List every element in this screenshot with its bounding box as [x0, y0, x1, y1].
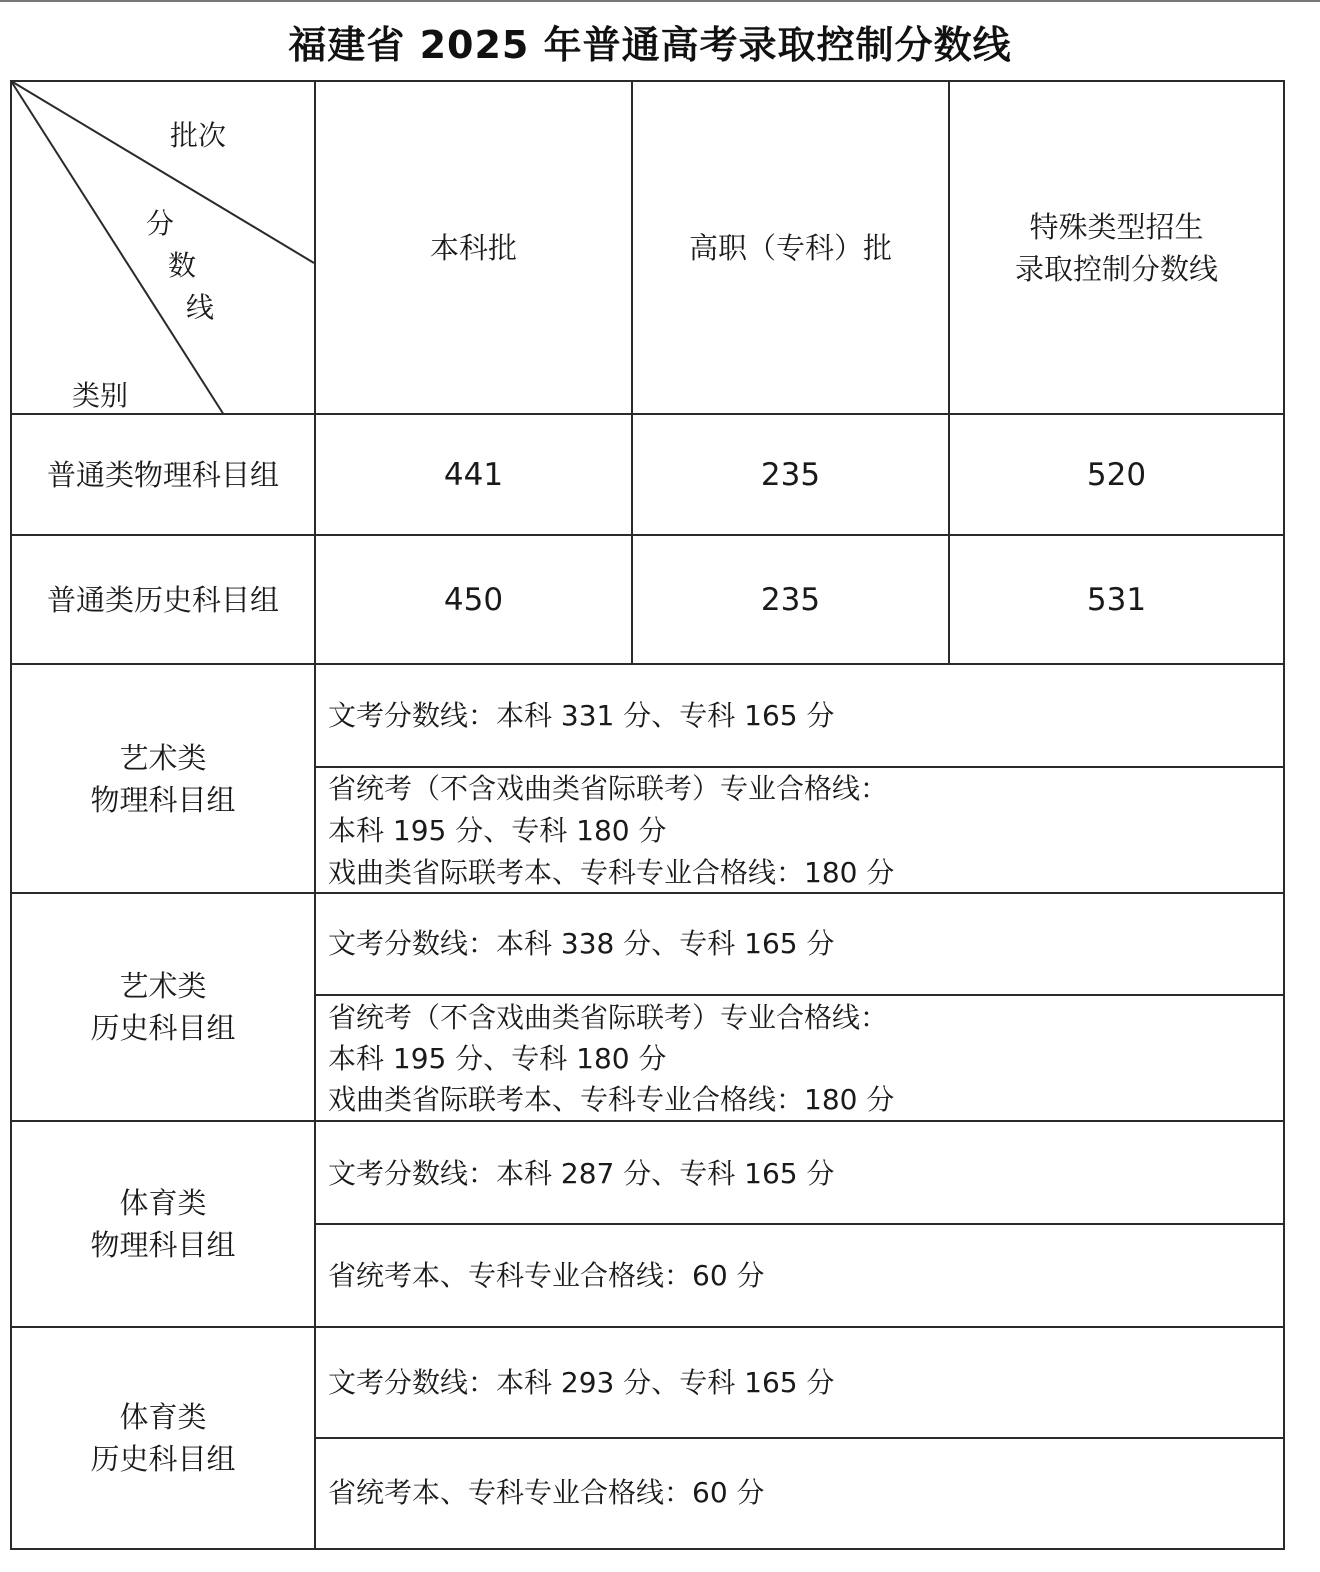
top-rule: [0, 0, 1320, 2]
table-border-right: [1283, 80, 1285, 1550]
sports-physics-exam-line: 文考分数线：本科 287 分、专科 165 分: [328, 1157, 835, 1190]
sports-history-pro-line: 省统考本、专科专业合格线：60 分: [328, 1476, 765, 1509]
score-history-undergrad: 450: [443, 581, 504, 618]
corner-label-score-1: 分: [146, 207, 175, 240]
corner-label-category: 类别: [72, 379, 129, 412]
row-label-history: 普通类历史科目组: [46, 582, 279, 617]
row-divider: [314, 1437, 1285, 1439]
row-divider: [314, 994, 1285, 996]
art-history-exam-line: 文考分数线：本科 338 分、专科 165 分: [328, 927, 835, 960]
group-label-sports-history: 体育类 历史科目组: [90, 1400, 236, 1476]
art-history-pro-line-3: 戏曲类省际联考本、专科专业合格线：180 分: [328, 1083, 895, 1116]
sports-physics-pro-line: 省统考本、专科专业合格线：60 分: [328, 1259, 765, 1292]
art-history-pro-line-2: 本科 195 分、专科 180 分: [328, 1042, 667, 1075]
score-physics-special: 520: [1086, 456, 1147, 493]
group-label-art-history: 艺术类 历史科目组: [90, 969, 236, 1045]
row-divider: [314, 1223, 1285, 1225]
group-label-art-physics: 艺术类 物理科目组: [90, 740, 236, 817]
score-history-vocational: 235: [760, 581, 821, 618]
score-physics-vocational: 235: [760, 456, 821, 493]
score-history-special: 531: [1086, 581, 1147, 618]
group-label-sports-physics: 体育类 物理科目组: [90, 1186, 236, 1262]
corner-diagonal-lines: [10, 80, 316, 415]
score-table: [10, 80, 1285, 1550]
corner-label-score-3: 线: [186, 291, 215, 324]
column-header-special: 特殊类型招生 录取控制分数线: [1014, 209, 1218, 286]
corner-label-score-2: 数: [168, 249, 197, 282]
art-physics-pro-line-2: 本科 195 分、专科 180 分: [328, 814, 667, 847]
column-header-undergrad: 本科批: [429, 230, 517, 265]
art-physics-exam-line: 文考分数线：本科 331 分、专科 165 分: [328, 699, 835, 732]
row-label-physics: 普通类物理科目组: [46, 457, 279, 492]
sports-history-exam-line: 文考分数线：本科 293 分、专科 165 分: [328, 1366, 835, 1399]
column-header-vocational: 高职（专科）批: [688, 230, 892, 265]
table-border-bottom: [10, 1548, 1285, 1550]
corner-label-batch: 批次: [170, 119, 227, 152]
art-physics-pro-line-3: 戏曲类省际联考本、专科专业合格线：180 分: [328, 856, 895, 889]
art-physics-pro-line-1: 省统考（不含戏曲类省际联考）专业合格线：: [328, 772, 889, 805]
page-title: 福建省 2025 年普通高考录取控制分数线: [288, 23, 1012, 67]
score-physics-undergrad: 441: [443, 456, 504, 493]
art-history-pro-line-1: 省统考（不含戏曲类省际联考）专业合格线：: [328, 1001, 889, 1034]
